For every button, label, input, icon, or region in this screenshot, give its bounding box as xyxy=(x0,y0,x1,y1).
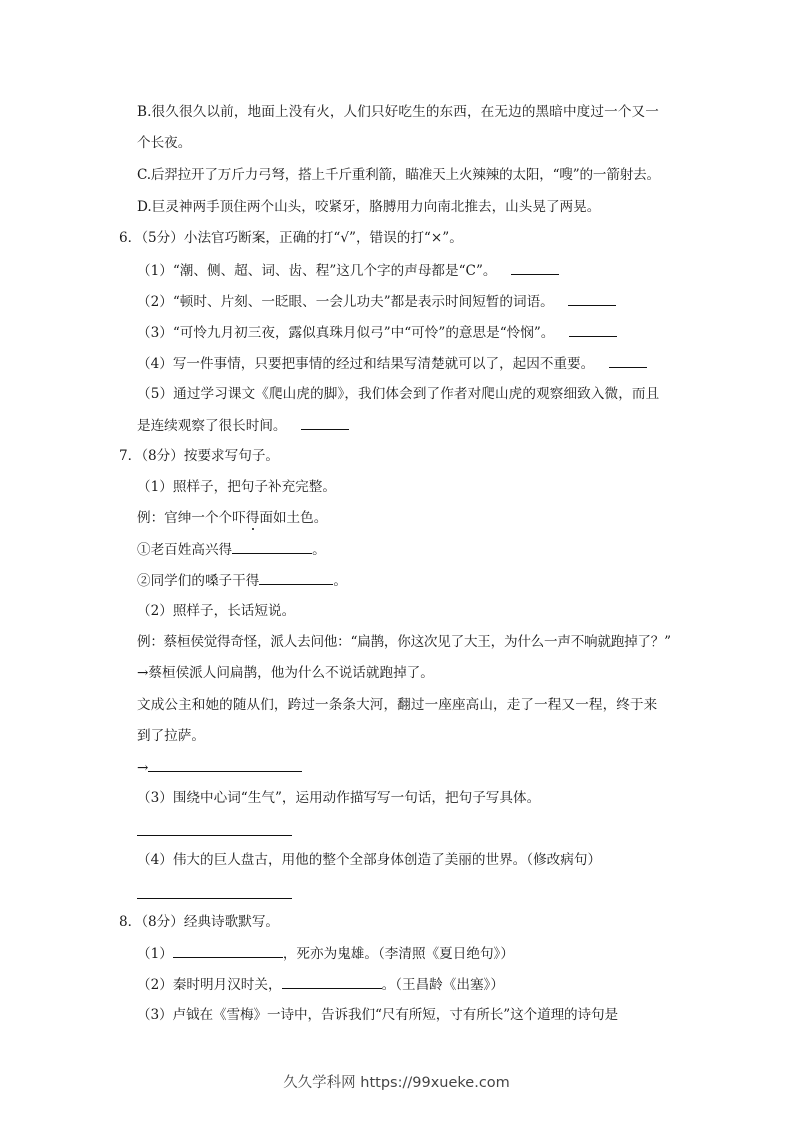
q5-option-c: C.后羿拉开了万斤力弓弩，搭上千斤重利箭，瞄准天上火辣辣的太阳，“嗖”的一箭射去。 xyxy=(137,167,660,183)
q8-line1-blank[interactable] xyxy=(173,944,283,958)
q6-item-2-text: （2）“顿时、片刻、一眨眼、一会儿功夫”都是表示时间短暂的词语。 xyxy=(137,294,554,310)
q6-stem: 6．（5分）小法官巧断案，正确的打“√”，错误的打“×”。 xyxy=(119,230,463,246)
q7-example2: 例：蔡桓侯觉得奇怪，派人去问他：“扁鹊，你这次见了大王，为什么一声不响就跑掉了？” xyxy=(137,634,671,650)
q7-sentence2-period: 。 xyxy=(333,573,347,589)
q7-part4-answer-line[interactable] xyxy=(137,898,292,899)
q8-line2-pre: （2）秦时明月汉时关， xyxy=(137,977,282,993)
footer-site-text: 久久学科网 https://99xueke.com xyxy=(283,1075,510,1091)
q8-line2 xyxy=(137,975,504,994)
q7-part4-instruction: （4）伟大的巨人盘古，用他的整个全部身体创造了美丽的世界。（修改病句） xyxy=(137,852,602,868)
q6-item-1-text: （1）“潮、侧、超、词、齿、程”这几个字的声母都是“C”。 xyxy=(137,263,497,279)
q6-item-3 xyxy=(137,323,617,342)
q5-option-d: D.巨灵神两手顶住两个山头，咬紧牙，胳膊用力向南北推去，山头晃了两晃。 xyxy=(137,199,601,215)
q8-line1-pre: （1） xyxy=(137,946,173,962)
q7-sentence1-text: ①老百姓高兴得 xyxy=(137,542,233,558)
q8-line1 xyxy=(137,944,514,963)
q7-part3-answer-line[interactable] xyxy=(137,835,292,836)
q7-sentence2-text: ②同学们的嗓子干得 xyxy=(137,573,260,589)
q8-line2-post: 。（王昌龄《出塞》） xyxy=(381,977,504,993)
q8-line1-post: ，死亦为鬼雄。（李清照《夏日绝句》） xyxy=(282,946,514,962)
q6-item-2-answer-blank[interactable] xyxy=(568,292,616,306)
q7-example2-answer: →蔡桓侯派人问扁鹊，他为什么不说话就跑掉了。 xyxy=(137,665,434,681)
q6-item-5: （5）通过学习课文《爬山虎的脚》，我们体会到了作者对爬山虎的观察细致入微，而且 xyxy=(137,386,660,402)
q7-part1-instruction: （1）照样子，把句子补充完整。 xyxy=(137,479,336,495)
q6-item-3-text: （3）“可怜九月初三夜，露似真珠月似弓”中“可怜”的意思是“怜悯”。 xyxy=(137,325,555,341)
q7-part2-instruction: （2）照样子，长话短说。 xyxy=(137,603,296,619)
q7-part3-instruction: （3）围绕中心词“生气”，运用动作描写写一句话，把句子写具体。 xyxy=(137,790,541,806)
q5-option-b-line2: 个长夜。 xyxy=(137,135,192,151)
q8-line2-blank[interactable] xyxy=(282,975,382,989)
q8-line3: （3）卢钺在《雪梅》一诗中，告诉我们“尺有所短，寸有所长”这个道理的诗句是 xyxy=(137,1007,619,1023)
q7-example1 xyxy=(137,509,327,527)
q7-sentence1-blank[interactable] xyxy=(232,540,312,554)
q6-item-1-answer-blank[interactable] xyxy=(511,261,559,275)
q6-item-5-cont-text: 是连续观察了很长时间。 xyxy=(137,418,287,434)
q6-item-2 xyxy=(137,292,616,311)
q7-sentence1-period: 。 xyxy=(312,542,326,558)
q8-stem: 8．（8分）经典诗歌默写。 xyxy=(119,914,280,930)
q6-item-4 xyxy=(137,354,647,373)
q7-paragraph-line1: 文成公主和她的随从们，跨过一条条大河，翻过一座座高山，走了一程又一程，终于来 xyxy=(137,697,658,713)
q6-item-3-answer-blank[interactable] xyxy=(569,323,617,337)
q6-item-5-cont xyxy=(137,416,349,435)
q5-option-b-line1: B.很久很久以前，地面上没有火，人们只好吃生的东西，在无边的黑暗中度过一个又一 xyxy=(137,104,659,120)
q7-sentence2-blank[interactable] xyxy=(259,571,333,585)
q7-paragraph-line2: 到了拉萨。 xyxy=(137,728,205,744)
q7-arrow: → xyxy=(137,760,149,776)
q7-part2-answer-blank[interactable] xyxy=(148,758,302,772)
q7-sentence2 xyxy=(137,571,347,590)
q6-item-5-answer-blank[interactable] xyxy=(301,416,349,430)
q7-example1-pre: 例：官绅一个个吓 xyxy=(137,510,246,526)
q7-part2-answer xyxy=(137,758,302,777)
q7-stem: 7．（8分）按要求写句子。 xyxy=(119,448,280,464)
q6-item-4-answer-blank[interactable] xyxy=(609,354,647,368)
q7-example1-post: 面如土色。 xyxy=(259,510,328,526)
q7-example1-dotted-char: 得 xyxy=(245,510,260,526)
q6-item-4-text: （4）写一件事情，只要把事情的经过和结果写清楚就可以了，起因不重要。 xyxy=(137,356,595,372)
q7-sentence1 xyxy=(137,540,326,559)
q6-item-1 xyxy=(137,261,559,280)
